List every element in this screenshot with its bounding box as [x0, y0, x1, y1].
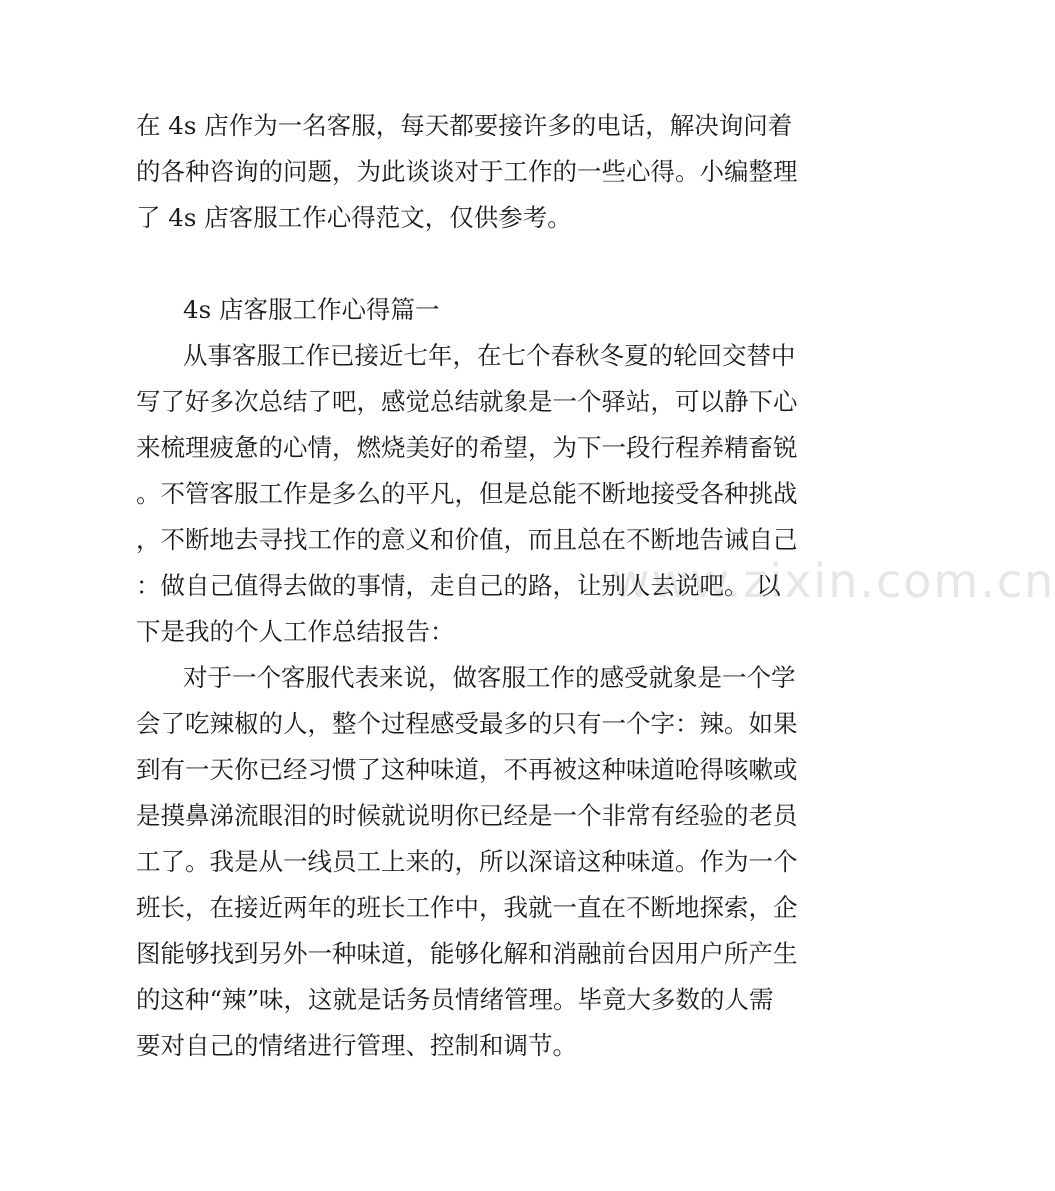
paragraph-line: 的各种咨询的问题，为此谈谈对于工作的一些心得。小编整理: [136, 157, 798, 186]
paragraph-line: ，不断地去寻找工作的意义和价值，而且总在不断地告诫自己: [136, 525, 798, 554]
paragraph-line: 要对自己的情绪进行管理、控制和调节。: [136, 1031, 577, 1060]
paragraph-line: 的这种“辣”味，这就是话务员情绪管理。毕竟大多数的人需: [136, 985, 774, 1014]
watermark: www.zixin.com.cn: [612, 554, 1055, 608]
paragraph-line: 图能够找到另外一种味道，能够化解和消融前台因用户所产生: [136, 939, 798, 968]
paragraph-line: 。不管客服工作是多么的平凡，但是总能不断地接受各种挑战: [136, 479, 798, 508]
paragraph-line: 了 4s 店客服工作心得范文，仅供参考。: [136, 203, 572, 232]
paragraph-line: 到有一天你已经习惯了这种味道，不再被这种味道呛得咳嗽或: [136, 755, 798, 784]
paragraph-line: 会了吃辣椒的人，整个过程感受最多的只有一个字：辣。如果: [136, 709, 798, 738]
paragraph-line: 对于一个客服代表来说，做客服工作的感受就象是一个学: [183, 663, 796, 692]
paragraph-line: 在 4s 店作为一名客服，每天都要接许多的电话，解决询问着: [136, 111, 793, 140]
section-heading: 4s 店客服工作心得篇一: [183, 295, 440, 324]
paragraph-line: 是摸鼻涕流眼泪的时候就说明你已经是一个非常有经验的老员: [136, 801, 798, 830]
paragraph-line: 从事客服工作已接近七年，在七个春秋冬夏的轮回交替中: [183, 341, 796, 370]
paragraph-line: 班长，在接近两年的班长工作中，我就一直在不断地探索，企: [136, 893, 798, 922]
paragraph-line: 下是我的个人工作总结报告：: [136, 617, 455, 646]
paragraph-line: ：做自己值得去做的事情，走自己的路，让别人去说吧。 以: [136, 571, 781, 600]
paragraph-line: 写了好多次总结了吧，感觉总结就象是一个驿站，可以静下心: [136, 387, 798, 416]
paragraph-line: 工了。我是从一线员工上来的，所以深谙这种味道。作为一个: [136, 847, 798, 876]
paragraph-line: 来梳理疲惫的心情，燃烧美好的希望，为下一段行程养精畜锐: [136, 433, 798, 462]
